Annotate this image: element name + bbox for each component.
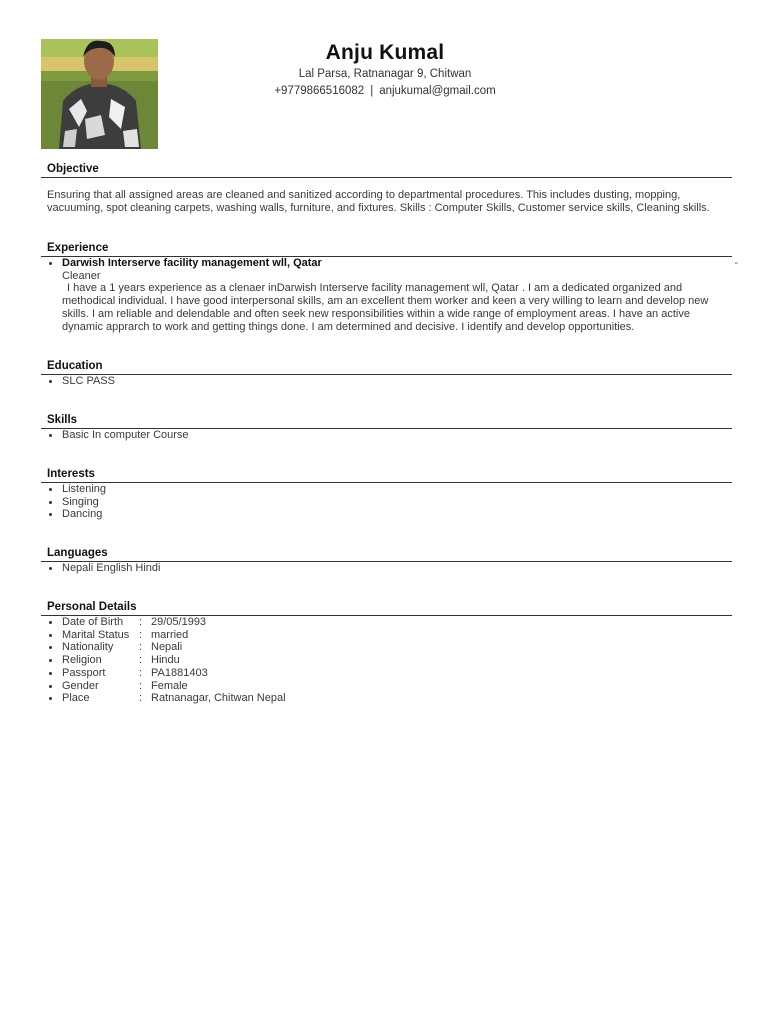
skills-heading: Skills: [41, 412, 732, 429]
profile-photo: [41, 39, 158, 149]
personal-details-heading: Personal Details: [41, 599, 732, 616]
person-photo-icon: [41, 39, 158, 149]
experience-section: [41, 240, 738, 333]
personal-detail-row: [47, 641, 732, 654]
objective-text: Ensuring that all assigned areas are cleaned and sanitized according to departmental procedures. This includes dusting, mopping, vacuuming, spot cleaning carpets, washing walls, furniture, and fixtures. Skills : Computer Skills, Customer service skills, Cleaning skills.: [47, 189, 710, 214]
interest-item: Dancing: [47, 508, 732, 521]
personal-detail-row: [47, 654, 732, 667]
detail-value: PA1881403: [151, 666, 208, 679]
objective-heading: Objective: [41, 161, 732, 178]
detail-label: Nationality: [62, 641, 114, 654]
detail-value: Ratnanagar, Chitwan Nepal: [151, 692, 286, 705]
detail-colon: :: [139, 666, 143, 679]
detail-colon: :: [139, 692, 143, 705]
personal-detail-row: [47, 616, 732, 629]
personal-detail-row: [47, 629, 732, 642]
objective-section: [41, 161, 732, 214]
languages-section: [41, 545, 732, 575]
detail-colon: :: [139, 679, 143, 692]
education-heading: Education: [41, 358, 732, 375]
candidate-name: Anju Kumal: [325, 41, 445, 64]
detail-colon: :: [139, 628, 143, 641]
personal-detail-row: [47, 692, 732, 705]
personal-detail-row: [47, 667, 732, 680]
skills-section: [41, 412, 732, 442]
experience-item: [47, 257, 738, 333]
detail-colon: :: [139, 616, 143, 628]
detail-label: Religion: [62, 654, 102, 667]
resume-header: [180, 40, 590, 99]
detail-colon: :: [139, 654, 143, 667]
detail-value: married: [151, 628, 189, 641]
experience-heading: Experience: [41, 240, 732, 257]
detail-colon: :: [139, 641, 143, 654]
education-item: SLC PASS: [47, 375, 732, 388]
detail-label: Date of Birth: [62, 616, 124, 628]
detail-label: Marital Status: [62, 628, 130, 641]
personal-details-section: [41, 599, 732, 705]
education-section: [41, 358, 732, 388]
experience-description: I have a 1 years experience as a clenaer inDarwish Interserve facility management wll, Qatar . I am a dedicated organized and methodical individual. I have good interpersonal skills, am an excellent them worker and keen a very willing to learn and develop new skills. I am reliable and delendable and often seek new responsibilities within a wide range of employment areas. I have an active dynamic apprarch to work and getting things done. I am determined and decisive. I identify and develop opportunities.: [62, 282, 709, 333]
detail-value: Nepali: [151, 641, 183, 654]
detail-label: Gender: [62, 679, 99, 692]
interest-item: Listening: [47, 483, 732, 496]
contact-separator: |: [370, 85, 374, 97]
detail-label: Place: [62, 692, 90, 705]
personal-detail-row: [47, 680, 732, 693]
skill-item: Basic In computer Course: [47, 429, 732, 442]
languages-heading: Languages: [41, 545, 732, 562]
detail-value: 29/05/1993: [151, 616, 207, 628]
experience-company: Darwish Interserve facility management wll, Qatar: [62, 257, 322, 269]
contact-line: [180, 84, 590, 99]
detail-value: Female: [151, 679, 188, 692]
experience-role: Cleaner: [62, 269, 101, 282]
detail-value: Hindu: [151, 654, 180, 667]
interests-section: [41, 466, 732, 521]
email-address: anjukumal@gmail.com: [379, 85, 496, 97]
phone-number: +9779866516082: [274, 85, 365, 97]
interest-item: Singing: [47, 496, 732, 509]
experience-dates: -: [734, 257, 738, 269]
candidate-address: Lal Parsa, Ratnanagar 9, Chitwan: [298, 68, 472, 80]
language-item: Nepali English Hindi: [47, 562, 732, 575]
interests-heading: Interests: [41, 466, 732, 483]
detail-label: Passport: [62, 666, 106, 679]
